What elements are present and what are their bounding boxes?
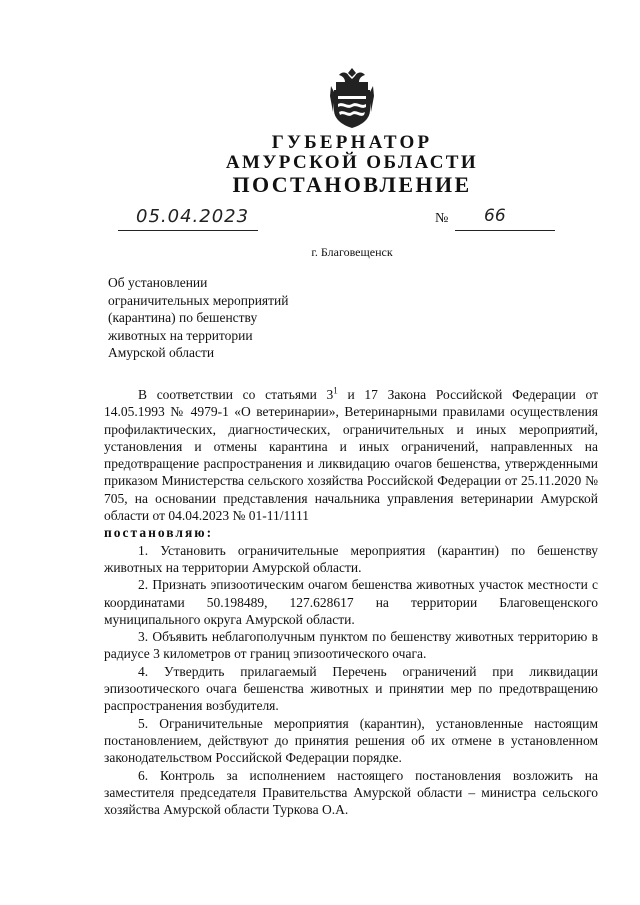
clause-paragraph: 5. Ограничительные мероприятия (карантин), установленные настоящим постановлением, действуют до принятия решения об их отмене в установленном законодательством Российской Федерации порядке. [104, 715, 598, 766]
document-body [104, 386, 598, 818]
number-underline [455, 230, 555, 231]
clause-paragraph: 2. Признать эпизоотическим очагом бешенства животных участок местности с координатами 50.198489, 127.628617 на территории Благовещенского муниципального округа Амурской области. [104, 577, 598, 627]
subject-line: (карантина) по бешенству [108, 310, 258, 325]
subject-line: ограничительных мероприятий [108, 292, 289, 308]
preamble-paragraph [104, 386, 598, 524]
document-number: 66 [484, 206, 506, 226]
document-type-title: ПОСТАНОВЛЕНИЕ [232, 172, 472, 197]
document-subject [108, 274, 289, 362]
subject-line: Об установлении [108, 275, 208, 290]
date-underline [118, 230, 258, 231]
header-governor: ГУБЕРНАТОР [271, 132, 433, 153]
preamble-text-a: В соответствии со статьями 3 [138, 387, 334, 402]
article-superscript: 1 [333, 385, 338, 396]
clause-paragraph: 6. Контроль за исполнением настоящего постановления возложить на заместителя председателя Правительства Амурской области – министра сельского хозяйства Амурской области Туркова О.А. [104, 767, 598, 818]
clause-paragraph: 1. Установить ограничительные мероприятия (карантин) по бешенству животных на территории Амурской области. [104, 542, 598, 575]
clause-paragraph: 3. Объявить неблагополучным пунктом по бешенству животных территорию в радиусе 3 километров от границ эпизоотического очага. [104, 629, 598, 662]
clause-paragraph: 4. Утвердить прилагаемый Перечень ограничений при ликвидации эпизоотического очага бешенства животных и принятии мер по предотвращению распространения возбудителя. [104, 663, 598, 714]
decree-word: постановляю: [104, 525, 214, 541]
subject-line: животных на территории [108, 327, 253, 343]
issue-city: г. Благовещенск [311, 245, 393, 259]
header-region: АМУРСКОЙ ОБЛАСТИ [225, 152, 479, 173]
preamble-text-b: и 17 Закона Российской Федерации от 14.05.1993 № 4979-1 «О ветеринарии», Ветеринарными правилами осуществления профилактических, диагностических, ограничительных и иных мероприятий, установления и отмены карантина и иных ограничений, направленных на предотвращение распространения и ликвидацию очагов бешенства, утвержденными приказом Министерства сельского хозяйства Российской Федерации от 25.11.2020 № 705, на основании представления начальника управления ветеринарии Амурской области от 04.04.2023 № 01-11/1111 [104, 387, 599, 524]
subject-line: Амурской области [108, 345, 215, 360]
coat-of-arms-icon [329, 66, 375, 130]
number-sign: № [435, 211, 449, 226]
document-date: 05.04.2023 [136, 206, 250, 227]
